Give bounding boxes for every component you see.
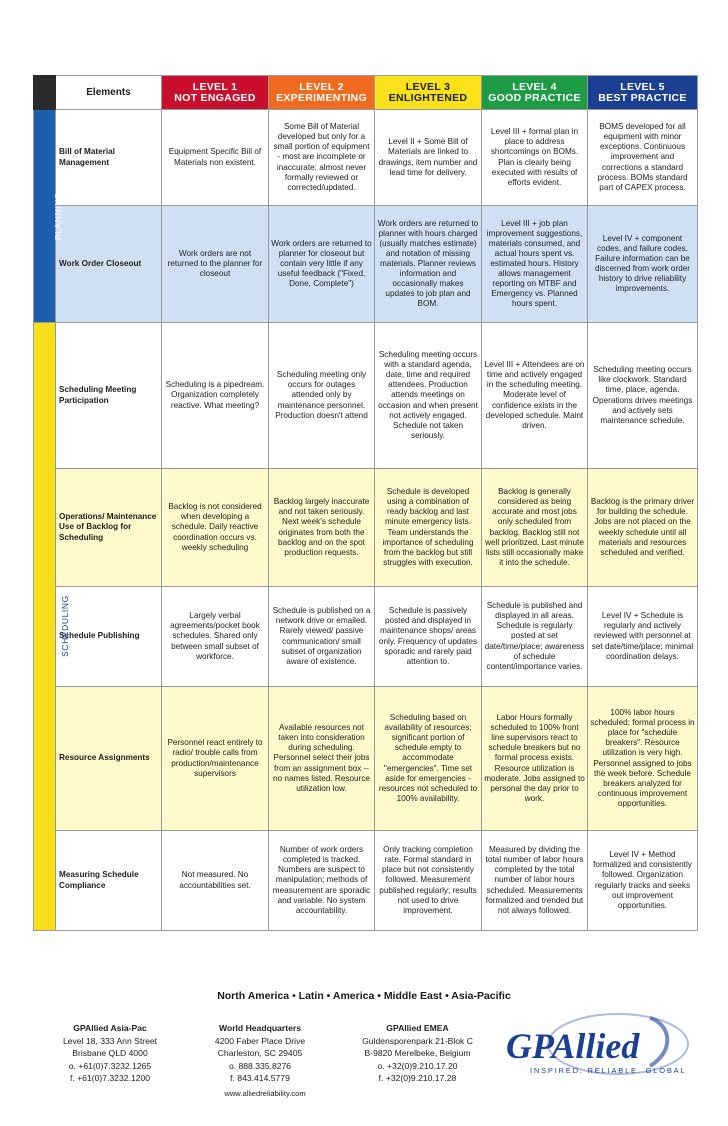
table-row xyxy=(34,587,698,687)
level-4-cell: Level III + job plan improvement suggestions, materials consumed, and actual hours spent vs. estimated hours. History allows management reporting on MTBF and Emergency vs. Planned hours spent. xyxy=(482,206,588,323)
level-1-cell: Personnel react entirely to radio/ trouble calls from production/maintenance supervisors xyxy=(162,687,269,831)
header-row xyxy=(34,76,698,110)
scheduling-label-text: SCHEDULING xyxy=(59,595,70,658)
level-2-cell: Some Bill of Material developed but only for a small portion of equipment - most are incomplete or inaccurate; almost never formally reviewed or corrected/updated. xyxy=(269,110,375,206)
office-city-line: Brisbane QLD 4000 xyxy=(72,1048,148,1059)
element-name: Measuring Schedule Compliance xyxy=(56,831,162,931)
level-1-header xyxy=(162,76,269,110)
level-1-cell: Backlog is not considered when developing a schedule. Daily reactive coordination occurs vs. weekly scheduling xyxy=(162,469,269,587)
office-phone: o. +61(0)7.3232.1265 xyxy=(68,1060,152,1071)
level-5-cell: Backlog is the primary driver for building the schedule. Jobs are not placed on the weekly schedule until all materials and resources scheduled and verified. xyxy=(588,469,698,587)
level-5-cell: 100% labor hours scheduled; formal process in place for "schedule breakers". Resource utilization is very high. Personnel assigned to jobs the week before. Schedule breakers analyzed for continuous improvement opportunities. xyxy=(588,687,698,831)
level-5-cell: BOMS developed for all equipment with minor exceptions. Continuous improvement and corrections a standard process. BOMs standard part of CAPEX process. xyxy=(588,110,698,206)
level-4-cell: Schedule is published and displayed in all areas. Schedule is regularly posted at set date/time/place; awareness of schedule content/importance varies. xyxy=(482,587,588,687)
office-address-line: Level 18, 333 Ann Street xyxy=(62,1035,158,1046)
planning-section-label xyxy=(34,110,64,323)
level-3-cell: Scheduling meeting occurs with a standard agenda, date, time and required attendees. Production attends meetings on occasion and when present not actively engaged. Schedule not taken seriously. xyxy=(375,323,482,469)
office-fax: f. +61(0)7.3232.1200 xyxy=(69,1073,151,1084)
level-4-cell: Backlog is generally considered as being accurate and most jobs only scheduled from backlog. Backlog still not well prioritized. Last minute lists still occasionally make it into the schedule. xyxy=(482,469,588,587)
office-phone: o. +32(0)9.210.17.20 xyxy=(377,1060,458,1071)
scheduling-section-label xyxy=(34,323,70,931)
level-3-title: LEVEL 3 xyxy=(405,80,451,93)
level-1-cell: Scheduling is a pipedream. Organization completely reactive. What meeting? xyxy=(162,323,269,469)
level-2-cell: Schedule is published on a network drive or emailed. Rarely viewed/ passive communication/ small subset of organization aware of existence. xyxy=(269,587,375,687)
level-2-title: LEVEL 2 xyxy=(299,80,344,93)
level-2-header xyxy=(269,76,375,110)
level-1-cell: Work orders are not returned to the planner for closeout xyxy=(162,206,269,323)
level-3-cell: Schedule is developed using a combination of ready backlog and last minute emergency lists. Team understands the importance of scheduling from the backlog but still struggles with execution. xyxy=(375,469,482,587)
level-2-cell: Backlog largely inaccurate and not taken seriously. Next week's schedule originates from both the backlog and on the spot production requests. xyxy=(269,469,375,587)
level-5-cell: Level IV + component codes, and failure codes. Failure information can be discerned from work order history to drive reliability improvements. xyxy=(588,206,698,323)
office-phone: o. 888.335.8276 xyxy=(228,1060,292,1071)
level-2-cell: Number of work orders completed is tracked. Numbers are suspect to manipulation; methods of measurement are sporadic and variable. No system accountability. xyxy=(269,831,375,931)
website-link[interactable]: www.alliedreliability.com xyxy=(224,1089,306,1098)
table-row xyxy=(34,323,698,469)
element-name: Schedule Publishing xyxy=(56,587,162,687)
level-1-cell: Equipment Specific Bill of Materials non existent. xyxy=(162,110,269,206)
element-name: Work Order Closeout xyxy=(56,206,162,323)
office-address-line: 4200 Faber Place Drive xyxy=(214,1035,306,1046)
element-name: Bill of Material Management xyxy=(56,110,162,206)
level-2-cell: Available resources not taken into consideration during scheduling. Personnel select their jobs from an assignment box -- no names listed. Resource utilization low. xyxy=(269,687,375,831)
table-row xyxy=(34,206,698,323)
logo-tagline: INSPIRED. RELIABLE. GLOBAL xyxy=(530,1066,687,1075)
level-2-subtitle: EXPERIMENTING xyxy=(276,91,367,104)
level-5-cell: Scheduling meeting occurs like clockwork. Standard time, place, agenda. Operations drives meetings and actively sets maintenance schedule. xyxy=(588,323,698,469)
level-2-cell: Work orders are returned to planner for closeout but contain very little if any useful feedback ("Fixed, Done, Complete") xyxy=(269,206,375,323)
level-3-cell: Only tracking completion rate. Formal standard in place but not consistently followed. Measurement published regularly; results not used to drive improvement. xyxy=(375,831,482,931)
level-5-cell: Level IV + Method formalized and consistently followed. Organization regularly tracks and seeks out improvement opportunities. xyxy=(588,831,698,931)
elements-header: Elements xyxy=(56,76,162,110)
element-name: Operations/ Maintenance Use of Backlog for Scheduling xyxy=(56,469,162,587)
regions-line: North America • Latin • America • Middle East • Asia-Pacific xyxy=(217,990,511,1002)
level-1-title: LEVEL 1 xyxy=(192,80,238,93)
logo-wordmark: GPAllied xyxy=(506,1026,640,1066)
office-city-line: B-9820 Merelbeke, Belgium xyxy=(364,1048,471,1059)
header-corner xyxy=(34,76,56,110)
level-3-cell: Work orders are returned to planner with hours charged (usually matches estimate) and notation of missing materials. Planner reviews information and occasionally makes updates to job plan and BOM. xyxy=(375,206,482,323)
level-4-header xyxy=(482,76,588,110)
level-5-subtitle: BEST PRACTICE xyxy=(598,91,687,104)
maturity-matrix xyxy=(33,75,698,931)
level-3-cell: Schedule is passively posted and displayed in maintenance shops/ areas only. Frequency of updates sporadic and rarely paid attention to. xyxy=(375,587,482,687)
level-3-cell: Level II + Some Bill of Materials are linked to drawings, item number and lead time for delivery. xyxy=(375,110,482,206)
level-4-cell: Level III + formal plan in place to address shortcomings on BOMs. Plan is clearly being executed with results of efforts evident. xyxy=(482,110,588,206)
level-3-cell: Scheduling based on availability of resources; significant portion of schedule empty to accommodate "emergencies". Time set aside for emergencies - resources not scheduled to 100% availability. xyxy=(375,687,482,831)
level-4-title: LEVEL 4 xyxy=(512,80,557,93)
level-4-cell: Labor Hours formally scheduled to 100% front line supervisors react to schedule breakers but no formal process exists. Resource utilization is moderate. Jobs assigned to personal the day prior to work. xyxy=(482,687,588,831)
office-asia-pac xyxy=(45,1022,175,1085)
table-row xyxy=(34,110,698,206)
office-fax: f. 843.414.5779 xyxy=(230,1073,290,1084)
level-3-subtitle: ENLIGHTENED xyxy=(388,91,468,104)
level-2-cell: Scheduling meeting only occurs for outages attended only by maintenance personnel. Production doesn't attend xyxy=(269,323,375,469)
office-name: GPAllied Asia-Pac xyxy=(73,1023,147,1033)
table-row xyxy=(34,831,698,931)
office-city-line: Charleston, SC 29405 xyxy=(217,1048,303,1059)
office-name: World Headquarters xyxy=(219,1023,301,1033)
level-3-header xyxy=(375,76,482,110)
level-4-cell: Measured by dividing the total number of labor hours completed by the total number of labor hours scheduled. Measurements formalized and trended but not always followed. xyxy=(482,831,588,931)
level-5-cell: Level IV + Schedule is regularly and actively reviewed with personnel at set date/time/place; minimal coordination delays. xyxy=(588,587,698,687)
level-5-title: LEVEL 5 xyxy=(620,80,665,93)
level-1-subtitle: NOT ENGAGED xyxy=(174,91,256,104)
office-emea xyxy=(345,1022,490,1085)
level-1-cell: Largely verbal agreements/pocket book schedules. Shared only between small subset of workforce. xyxy=(162,587,269,687)
office-name: GPAllied EMEA xyxy=(386,1023,449,1033)
office-world-hq xyxy=(195,1022,325,1085)
level-1-cell: Not measured. No accountabilities set. xyxy=(162,831,269,931)
level-4-cell: Level III + Attendees are on time and actively engaged in the scheduling meeting. Moderate level of confidence exists in the developed schedule. Maint driven. xyxy=(482,323,588,469)
element-name: Scheduling Meeting Participation xyxy=(56,323,162,469)
level-4-subtitle: GOOD PRACTICE xyxy=(488,91,581,104)
table-row xyxy=(34,469,698,587)
element-name: Resource Assignments xyxy=(56,687,162,831)
table-row xyxy=(34,687,698,831)
office-address-line: Guldensporenpark 21-Blok C xyxy=(362,1035,473,1046)
office-fax: f. +32(0)9.210.17.28 xyxy=(378,1073,457,1084)
planning-label-text: PLANNING xyxy=(53,191,64,241)
level-5-header xyxy=(588,76,698,110)
